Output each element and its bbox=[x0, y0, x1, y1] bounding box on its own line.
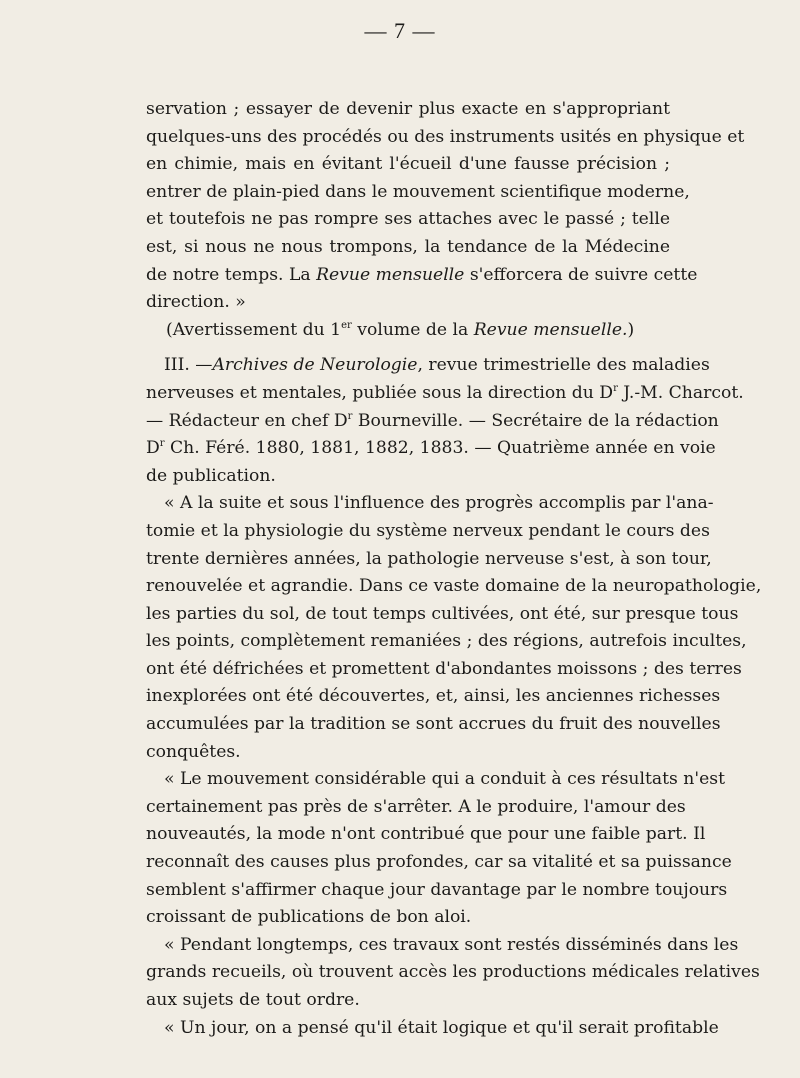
text-line: « A la suite et sous l'influence des progrès accomplis par l'ana- bbox=[164, 493, 714, 514]
text-span: — Rédacteur en chef D bbox=[146, 410, 348, 431]
text-line: tomie et la physiologie du système nerveux pendant le cours des bbox=[146, 520, 710, 541]
text-span: J.-M. Charcot. bbox=[617, 382, 744, 403]
text-span: , revue trimestrielle des maladies bbox=[417, 355, 710, 376]
section-number: III. — bbox=[164, 355, 213, 376]
text-line: inexplorées ont été découvertes, et, ainsi, les anciennes richesses bbox=[146, 686, 721, 707]
text-line: aux sujets de tout ordre. bbox=[146, 990, 360, 1010]
text-span: volume de la bbox=[351, 319, 474, 340]
superscript: r bbox=[347, 410, 353, 422]
text-line: direction. » bbox=[146, 292, 246, 313]
text-line: reconnaît des causes plus profondes, car sa vitalité et sa puissance bbox=[146, 852, 732, 873]
text-line: nouveautés, la mode n'ont contribué que pour une faible part. Il bbox=[146, 824, 706, 845]
text-line: renouvelée et agrandie. Dans ce vaste domaine de la neuropathologie, bbox=[146, 576, 762, 597]
text-line: croissant de publications de bon aloi. bbox=[146, 907, 472, 928]
text-line bbox=[146, 262, 698, 290]
text-line bbox=[146, 380, 744, 408]
text-line: semblent s'affirmer chaque jour davantage par le nombre toujours bbox=[146, 879, 728, 900]
text-span: D bbox=[146, 438, 160, 459]
text-line: certainement pas près de s'arrêter. A le produire, l'amour des bbox=[146, 796, 686, 817]
page-number: — 7 — bbox=[364, 18, 436, 43]
text-line: « Le mouvement considérable qui a conduit à ces résultats n'est bbox=[164, 769, 725, 790]
body-text bbox=[146, 96, 762, 1042]
text-line bbox=[146, 352, 710, 380]
text-line: et toutefois ne pas rompre ses attaches avec le passé ; telle bbox=[146, 209, 670, 230]
text-line: est, si nous ne nous trompons, la tendance de la Médecine bbox=[146, 236, 670, 257]
text-span: s'efforcera de suivre cette bbox=[464, 264, 698, 285]
text-span: Bourneville. — Secrétaire de la rédaction bbox=[352, 410, 719, 431]
text-line: les parties du sol, de tout temps cultivées, ont été, sur presque tous bbox=[146, 603, 739, 624]
text-span: ) bbox=[627, 319, 635, 340]
journal-title: Revue mensuelle bbox=[316, 264, 465, 285]
text-line: les points, complètement remaniées ; des régions, autrefois incultes, bbox=[146, 631, 747, 652]
superscript: er bbox=[341, 319, 352, 331]
text-span: de notre temps. La bbox=[146, 264, 317, 285]
text-line bbox=[146, 408, 719, 436]
text-line: en chimie, mais en évitant l'écueil d'une fausse précision ; bbox=[146, 154, 670, 175]
text-line: de publication. bbox=[146, 465, 276, 486]
text-line: trente dernières années, la pathologie nerveuse s'est, à son tour, bbox=[146, 548, 712, 569]
journal-title: Revue mensuelle. bbox=[473, 319, 628, 340]
citation-line bbox=[146, 317, 670, 345]
text-line: « Pendant longtemps, ces travaux sont restés disséminés dans les bbox=[164, 934, 739, 955]
journal-title: Archives de Neurologie bbox=[212, 355, 418, 376]
text-span: Ch. Féré. 1880, 1881, 1882, 1883. — Quatrième année en voie bbox=[164, 438, 716, 459]
text-line: accumulées par la tradition se sont accrues du fruit des nouvelles bbox=[146, 714, 721, 735]
text-line bbox=[146, 435, 716, 463]
text-line: quelques-uns des procédés ou des instruments usités en physique et bbox=[146, 126, 745, 147]
text-line: servation ; essayer de devenir plus exacte en s'appropriant bbox=[146, 99, 670, 119]
superscript: r bbox=[159, 438, 165, 450]
text-line: grands recueils, où trouvent accès les productions médicales relatives bbox=[146, 962, 760, 983]
text-span: nerveuses et mentales, publiée sous la direction du D bbox=[146, 382, 614, 403]
superscript: r bbox=[613, 382, 618, 394]
text-line: « Un jour, on a pensé qu'il était logique et qu'il serait profitable bbox=[164, 1017, 719, 1038]
text-line: entrer de plain-pied dans le mouvement scientifique moderne, bbox=[146, 181, 690, 202]
text-span: (Avertissement du 1 bbox=[166, 319, 342, 340]
text-line: conquêtes. bbox=[146, 741, 241, 762]
text-line: ont été défrichées et promettent d'abondantes moissons ; des terres bbox=[146, 658, 742, 679]
